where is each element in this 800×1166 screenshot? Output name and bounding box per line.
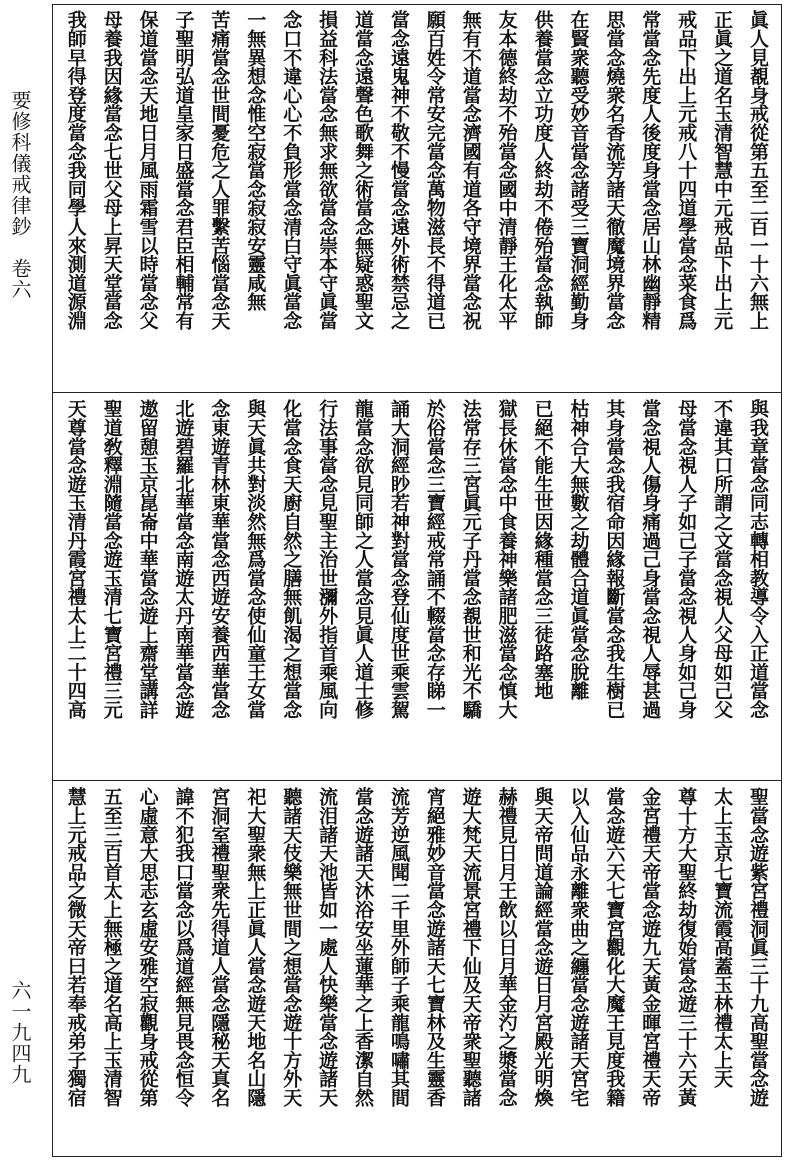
text-column: 與天眞共對淡然無爲當念使仙童王女當 [244,399,267,719]
text-column: 聖當念遊紫宮禮洞眞三十九高聖當念遊 [747,787,769,1107]
text-column: 友本德終劫不殆當念國中清靜王化太平 [495,10,518,330]
text-column: 枯神合大無數之劫體合道眞當念脫離 [567,399,590,700]
text-column: 金宮禮天帝當念遊九天黃金暉宮禮天帝 [639,787,662,1107]
text-column: 眞人見覩身戒從第五至二百一十六無上 [747,10,769,330]
text-column: 不違其口所謂之文當念視人父母如己父 [711,399,734,719]
text-column: 太上玉京七寶流霞高蓋玉林禮太上天 [711,787,734,1088]
text-column: 母當念視人子如己子當念視人身如己身 [675,399,698,719]
text-column: 在賢衆聽受妙音當念諸受三寶洞經勤身 [567,10,590,330]
text-column: 心虛意大思志玄虛安雅空寂觀身戒從第 [136,787,159,1107]
column-group [58,787,776,1151]
text-column: 願百姓令常安完當念萬物滋長不得道已 [423,10,446,330]
text-column: 當念遊六天七寶宮觀化大魔王見度我籍 [603,787,626,1107]
text-register-bottom [52,780,782,1157]
text-column: 與天帝問道論經當念遊日月宮殿光明煥 [531,787,554,1107]
text-column: 當念遊諸天沐浴安坐蓮華之上香潔自然 [352,787,375,1107]
text-column: 北遊碧羅北華當念南遊太丹南華當念遊 [172,399,195,719]
text-column: 天尊當念遊玉清丹霞宮禮太上二十四高 [64,399,87,719]
text-column: 以入仙品永離衆曲之纏當念遊諸天宮宅 [567,787,590,1107]
text-column: 念東遊青林東華當念西遊安養西華當念 [208,399,231,719]
text-column: 祀大聖衆無上正眞人當念遊天地名山隱 [244,787,267,1107]
text-column: 龍當念欲見同師之人當念見眞人道士修 [352,399,375,719]
text-column: 遨留憩玉京崑崙中華當念遊上齋堂講詳 [136,399,159,719]
text-column: 當念遠鬼神不敬不慢當念遠外術禁忌之 [387,10,410,330]
column-group [58,10,776,380]
text-column: 流泪諸天池皆如一處人快樂當念遊諸天 [316,787,339,1107]
text-column: 思當念燒衆名香流芳諸天徹魔境界當念 [603,10,626,330]
text-column: 道當念遠聲色歌舞之術當念無疑惑聖文 [352,10,375,330]
text-column: 遊大梵天流景宮禮下仙及天帝衆聖聽諸 [459,787,482,1107]
text-column: 無有不道當念濟國有道各守境界當念祝 [459,10,482,330]
text-column: 聖道敎釋淵隨當念遊玉清七寶宮禮三元 [100,399,123,719]
text-column: 損益科法當念無求無欲當念崇本守眞當 [316,10,339,330]
text-column: 母養我因緣當念七世父母上昇天堂當念 [100,10,123,330]
text-column: 行法事當念見聖主治世瀰外指首乘風向 [316,399,339,719]
text-column: 與我章當念同志轉相教導令入正道當念 [747,399,769,719]
text-column: 一無異想念惟空寂當念寂寂安靈咸無 [244,10,267,311]
column-group [58,399,776,768]
text-column: 法常存三宮眞元子丹當念覩世和光不驕 [459,399,482,719]
text-column: 供養當念立功度人終劫不倦殆當念執師 [531,10,554,330]
text-column: 戒品下出上元戒八十四道學當念菜食爲 [675,10,698,330]
text-column: 獄長休當念中食養神樂諸肥滋當念慎大 [495,399,518,719]
text-column: 當念視人傷身痛過己身當念視人辱甚過 [639,399,662,719]
text-column: 五至三百首太上無極之道名高上玉清智 [100,787,123,1107]
text-column: 慧上元戒品之微天帝曰若奉戒弟子獨宿 [64,787,87,1107]
text-column: 於俗當念三寶經戒常誦不輟當念存睇一 [423,399,446,719]
text-column: 已絕不能生世因緣種當念三徒路塞地 [531,399,554,700]
text-column: 我師早得登度當念我同學人來測道源淵 [64,10,87,330]
text-column: 流芳逆風聞二千里外師子乘龍鳴嘯其間 [387,787,410,1107]
text-column: 正眞之道名玉清智慧中元戒品下出上元 [711,10,734,330]
text-column: 苦痛當念世間憂危之人罪繫苦惱當念天 [208,10,231,330]
text-column: 子聖明弘道皇家日盛當念君臣相輔常有 [172,10,195,330]
text-column: 宵絕雅妙音當念遊諸天七寶林及生靈香 [423,787,446,1107]
text-column: 宮洞室禮聖衆先得道人當念隱秘天真名 [208,787,231,1107]
text-column: 誦大洞經眇若神對當念登仙度世乘雲駕 [387,399,410,719]
text-column: 聽諸天伎樂無世間之想當念遊十方外天 [280,787,303,1107]
text-column: 常當念先度人後度身當念居山林幽靜精 [639,10,662,330]
text-column: 諱不犯我口當念以爲道經無見畏念恒令 [172,787,195,1107]
text-register-middle [52,392,782,774]
text-register-top [52,4,782,386]
text-column: 念口不違心心不負形當念清白守眞當念 [280,10,303,330]
text-column: 尊十方大聖終劫復始當念遊三十六天黃 [675,787,698,1107]
margin-page-number: 六一九四九 [8,980,32,1085]
text-column: 赫禮見日月王飲以日月華金汋之漿當念 [495,787,518,1107]
text-column: 其身當念我宿命因緣報斷當念我生樹已 [603,399,626,719]
margin-book-title: 要修科儀戒律鈔 卷六 [8,90,32,300]
text-column: 化當念食天廚自然之膳無飢渴之想當念 [280,399,303,719]
text-column: 保道當念天地日月風雨霜雪以時當念父 [136,10,159,330]
